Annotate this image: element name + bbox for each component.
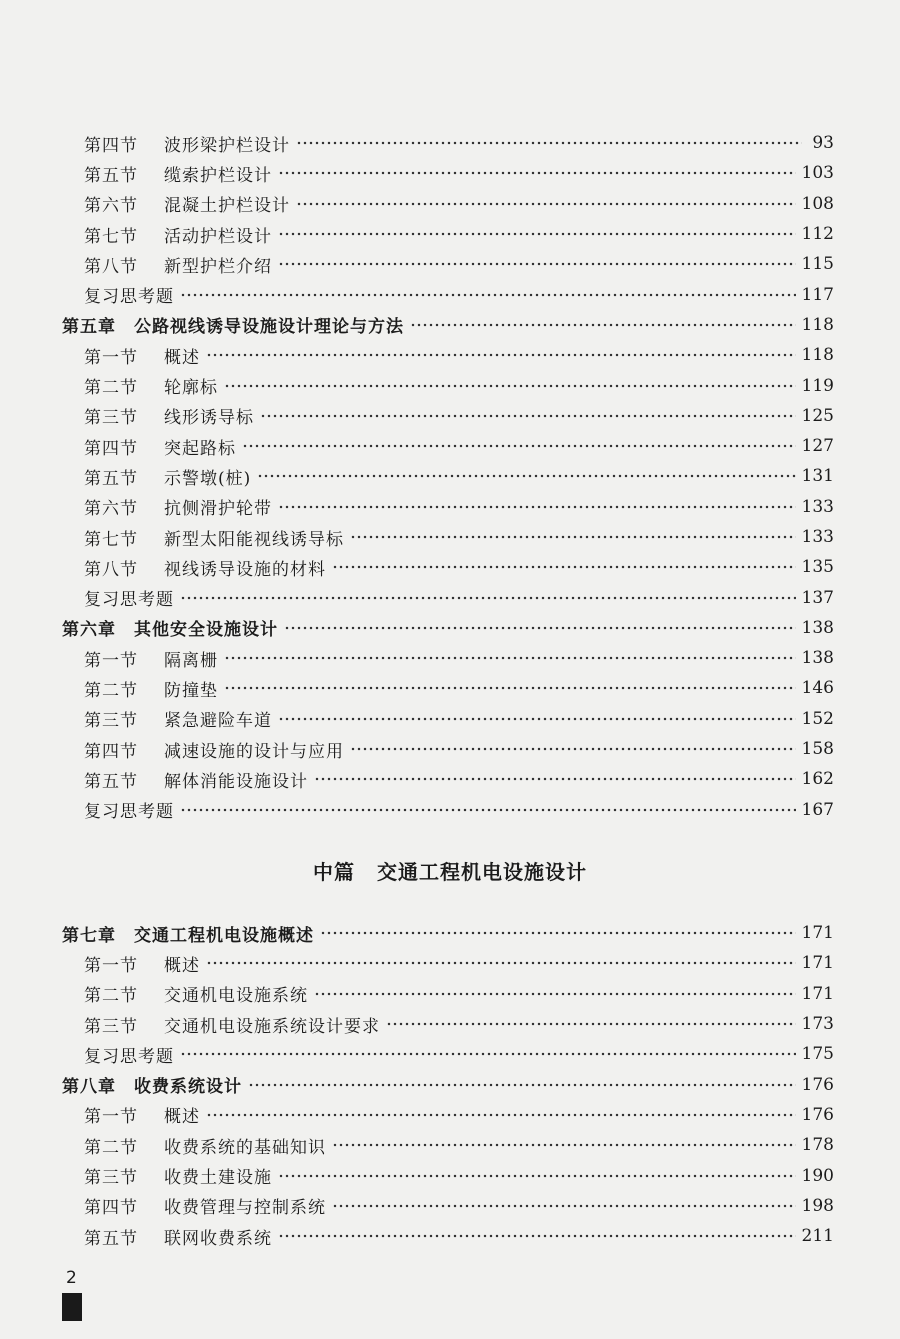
entry-title: 复习思考题 xyxy=(84,287,174,308)
page-ref: 103 xyxy=(801,163,834,184)
section-number: 第七节 xyxy=(84,226,138,247)
toc-section-row xyxy=(62,249,834,279)
page-ref: 176 xyxy=(801,1074,834,1095)
section-number: 第三节 xyxy=(84,1016,138,1037)
page-ref: 118 xyxy=(801,314,834,335)
toc-section-row xyxy=(62,582,834,612)
toc-list-top xyxy=(62,128,834,825)
page-ref: 190 xyxy=(801,1165,834,1186)
toc-section-row xyxy=(62,764,834,794)
section-number: 第六节 xyxy=(84,196,138,217)
section-number: 第一节 xyxy=(84,650,138,671)
page-ref: 137 xyxy=(801,587,834,608)
entry-title: 减速设施的设计与应用 xyxy=(164,741,344,762)
section-number: 第一节 xyxy=(84,1107,138,1128)
entry-title: 复习思考题 xyxy=(84,590,174,611)
toc-section-row xyxy=(62,1130,834,1160)
toc-section-row xyxy=(62,128,834,158)
page-ref: 119 xyxy=(801,375,834,396)
dot-leader xyxy=(180,293,796,297)
section-number: 第二节 xyxy=(84,378,138,399)
entry-title: 防撞垫 xyxy=(164,680,218,701)
dot-leader xyxy=(278,505,796,509)
dot-leader xyxy=(248,1083,796,1087)
entry-title: 新型太阳能视线诱导标 xyxy=(164,529,344,550)
dot-leader xyxy=(180,596,796,600)
entry-title: 收费系统设计 xyxy=(134,1077,242,1098)
page-ref: 162 xyxy=(801,769,834,790)
dot-leader xyxy=(350,747,796,751)
toc-chapter-row xyxy=(62,918,834,948)
dot-leader xyxy=(224,686,796,690)
section-number: 第七节 xyxy=(84,529,138,550)
toc-section-row xyxy=(62,522,834,552)
entry-title: 复习思考题 xyxy=(84,802,174,823)
section-number: 第六节 xyxy=(84,499,138,520)
page-ref: 131 xyxy=(801,466,834,487)
chapter-number: 第八章 xyxy=(62,1077,116,1098)
section-number: 第一节 xyxy=(84,347,138,368)
toc-section-row xyxy=(62,1160,834,1190)
toc-section-row xyxy=(62,401,834,431)
toc-chapter-row xyxy=(62,1069,834,1099)
part-heading xyxy=(0,856,900,885)
section-number: 第五节 xyxy=(84,165,138,186)
section-number: 第八节 xyxy=(84,559,138,580)
entry-title: 解体消能设施设计 xyxy=(164,771,308,792)
entry-title: 交通工程机电设施概述 xyxy=(134,925,314,946)
page-ref: 175 xyxy=(801,1044,834,1065)
dot-leader xyxy=(284,626,796,630)
section-number: 第一节 xyxy=(84,955,138,976)
toc-section-row xyxy=(62,431,834,461)
section-number: 第三节 xyxy=(84,711,138,732)
toc-section-row xyxy=(62,1191,834,1221)
entry-title: 收费管理与控制系统 xyxy=(164,1198,326,1219)
section-number: 第二节 xyxy=(84,1137,138,1158)
page-ref: 115 xyxy=(801,254,834,275)
page-ref: 118 xyxy=(801,345,834,366)
page-ref: 171 xyxy=(801,923,834,944)
edge-tab-mark xyxy=(62,1293,82,1321)
page-ref: 171 xyxy=(801,983,834,1004)
dot-leader xyxy=(350,535,796,539)
entry-title: 隔离栅 xyxy=(164,650,218,671)
toc-chapter-row xyxy=(62,310,834,340)
toc-section-row xyxy=(62,948,834,978)
page-ref: 176 xyxy=(801,1104,834,1125)
dot-leader xyxy=(332,1204,796,1208)
section-number: 第五节 xyxy=(84,1228,138,1249)
page-ref: 125 xyxy=(801,405,834,426)
section-number: 第四节 xyxy=(84,1198,138,1219)
toc-section-row xyxy=(62,158,834,188)
part-label: 中篇 xyxy=(313,860,355,884)
toc-section-row xyxy=(62,979,834,1009)
section-number: 第四节 xyxy=(84,438,138,459)
entry-title: 活动护栏设计 xyxy=(164,226,272,247)
toc-section-row xyxy=(62,370,834,400)
section-number: 第五节 xyxy=(84,771,138,792)
entry-title: 紧急避险车道 xyxy=(164,711,272,732)
page-ref: 117 xyxy=(801,284,834,305)
entry-title: 概述 xyxy=(164,955,200,976)
page-ref: 138 xyxy=(801,648,834,669)
toc-section-row xyxy=(62,1009,834,1039)
toc-section-row xyxy=(62,734,834,764)
dot-leader xyxy=(278,232,796,236)
page-ref: 178 xyxy=(801,1135,834,1156)
entry-title: 示警墩(桩) xyxy=(164,468,252,489)
section-number: 第四节 xyxy=(84,741,138,762)
toc-section-row xyxy=(62,219,834,249)
section-number: 第二节 xyxy=(84,986,138,1007)
entry-title: 概述 xyxy=(164,1107,200,1128)
section-number: 第八节 xyxy=(84,256,138,277)
section-number: 第四节 xyxy=(84,135,138,156)
dot-leader xyxy=(278,717,796,721)
page-ref: 146 xyxy=(801,678,834,699)
section-number: 第二节 xyxy=(84,680,138,701)
page-number: 2 xyxy=(66,1268,77,1288)
toc-section-row xyxy=(62,189,834,219)
part-title: 交通工程机电设施设计 xyxy=(377,860,587,884)
page-ref: 138 xyxy=(801,617,834,638)
entry-title: 突起路标 xyxy=(164,438,236,459)
entry-title: 交通机电设施系统设计要求 xyxy=(164,1016,380,1037)
dot-leader xyxy=(410,323,796,327)
dot-leader xyxy=(180,808,796,812)
dot-leader xyxy=(242,444,796,448)
entry-title: 线形诱导标 xyxy=(164,408,254,429)
dot-leader xyxy=(206,961,796,965)
dot-leader xyxy=(206,353,796,357)
entry-title: 联网收费系统 xyxy=(164,1228,272,1249)
entry-title: 概述 xyxy=(164,347,200,368)
entry-title: 交通机电设施系统 xyxy=(164,986,308,1007)
page-ref: 152 xyxy=(801,708,834,729)
chapter-number: 第七章 xyxy=(62,925,116,946)
dot-leader xyxy=(332,1143,796,1147)
section-number: 第三节 xyxy=(84,408,138,429)
dot-leader xyxy=(206,1113,796,1117)
dot-leader xyxy=(224,656,796,660)
chapter-number: 第六章 xyxy=(62,620,116,641)
toc-section-row xyxy=(62,461,834,491)
dot-leader xyxy=(260,414,796,418)
section-number: 第三节 xyxy=(84,1168,138,1189)
toc-section-row xyxy=(62,1221,834,1251)
page-ref: 171 xyxy=(801,953,834,974)
dot-leader xyxy=(278,1234,796,1238)
entry-title: 新型护栏介绍 xyxy=(164,256,272,277)
dot-leader xyxy=(332,565,796,569)
entry-title: 缆索护栏设计 xyxy=(164,165,272,186)
page-ref: 158 xyxy=(801,739,834,760)
dot-leader xyxy=(320,931,796,935)
page-ref: 133 xyxy=(801,496,834,517)
entry-title: 收费土建设施 xyxy=(164,1168,272,1189)
toc-section-row xyxy=(62,492,834,522)
entry-title: 混凝土护栏设计 xyxy=(164,196,290,217)
dot-leader xyxy=(314,777,796,781)
toc-section-row xyxy=(62,643,834,673)
dot-leader xyxy=(296,202,796,206)
toc-section-row xyxy=(62,340,834,370)
page-ref: 135 xyxy=(801,557,834,578)
toc-section-row xyxy=(62,279,834,309)
page-ref: 108 xyxy=(801,193,834,214)
page-ref: 211 xyxy=(801,1226,834,1247)
toc-section-row xyxy=(62,795,834,825)
page-ref: 173 xyxy=(801,1014,834,1035)
page-ref: 133 xyxy=(801,527,834,547)
toc-section-row xyxy=(62,1039,834,1069)
dot-leader xyxy=(278,262,796,266)
page-ref: 198 xyxy=(801,1195,834,1216)
toc-section-row xyxy=(62,552,834,582)
entry-title: 波形梁护栏设计 xyxy=(164,135,290,156)
dot-leader xyxy=(314,992,796,996)
section-number: 第五节 xyxy=(84,468,138,489)
dot-leader xyxy=(278,1174,796,1178)
page-ref: 112 xyxy=(801,224,834,245)
chapter-number: 第五章 xyxy=(62,317,116,338)
toc-section-row xyxy=(62,673,834,703)
dot-leader xyxy=(296,141,802,145)
toc-list-bottom xyxy=(62,918,834,1251)
entry-title: 其他安全设施设计 xyxy=(134,620,278,641)
entry-title: 视线诱导设施的材料 xyxy=(164,559,326,580)
toc-section-row xyxy=(62,704,834,734)
page-ref: 127 xyxy=(801,436,834,457)
entry-title: 轮廓标 xyxy=(164,378,218,399)
page-ref: 167 xyxy=(801,799,834,820)
dot-leader xyxy=(180,1052,796,1056)
dot-leader xyxy=(386,1022,796,1026)
dot-leader xyxy=(278,171,796,175)
dot-leader xyxy=(257,474,795,478)
page-ref: 93 xyxy=(812,133,834,154)
toc-chapter-row xyxy=(62,613,834,643)
dot-leader xyxy=(224,384,796,388)
entry-title: 复习思考题 xyxy=(84,1046,174,1067)
entry-title: 公路视线诱导设施设计理论与方法 xyxy=(134,317,404,338)
toc-section-row xyxy=(62,1100,834,1130)
entry-title: 抗侧滑护轮带 xyxy=(164,499,272,520)
entry-title: 收费系统的基础知识 xyxy=(164,1137,326,1158)
